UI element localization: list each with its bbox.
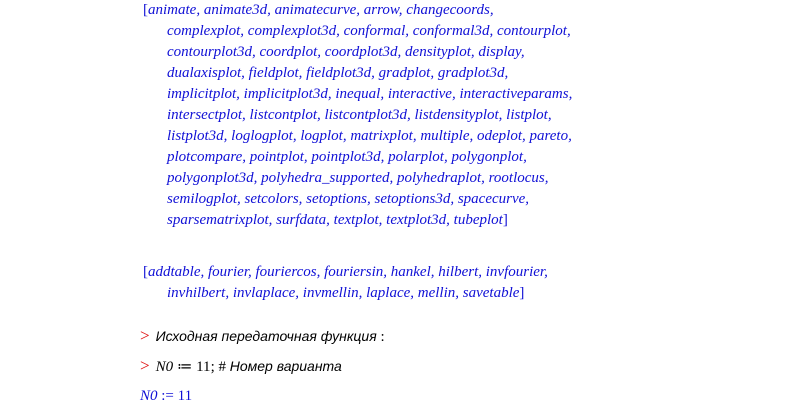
assigned-value: 11	[196, 359, 211, 375]
output-line: semilogplot, setcolors, setoptions, setoptions3d, spacecurve,	[167, 191, 530, 207]
prompt-chevron-icon: >	[140, 326, 150, 345]
prompt-chevron-icon: >	[140, 356, 150, 375]
result-variable: N0	[140, 388, 158, 404]
output-line: listplot3d, loglogplot, logplot, matrixplot, multiple, odeplot, pareto,	[167, 128, 572, 144]
close-bracket: ]	[519, 285, 525, 301]
output-line: polygonplot3d, polyhedra_supported, polyhedraplot, rootlocus,	[167, 170, 549, 186]
assignment-result	[140, 388, 192, 405]
output-line	[143, 283, 548, 304]
variable-name: N0	[155, 359, 174, 375]
result-value: 11	[177, 388, 193, 404]
section-heading-text: Исходная передаточная функция	[155, 328, 377, 344]
output-line-text: invhilbert, invlaplace, invmellin, laplace, mellin, savetable	[167, 285, 520, 301]
open-bracket: [	[143, 264, 148, 280]
output-line: implicitplot, implicitplot3d, inequal, interactive, interactiveparams,	[167, 86, 573, 102]
colon-text: :	[376, 329, 385, 345]
output-line: complexplot, complexplot3d, conformal, conformal3d, contourplot,	[167, 23, 571, 39]
output-line: plotcompare, pointplot, pointplot3d, polarplot, polygonplot,	[167, 149, 527, 165]
comment-separator: ; #	[210, 359, 230, 375]
output-line	[143, 262, 548, 283]
close-bracket: ]	[502, 212, 508, 228]
plots-package-output	[143, 0, 572, 231]
inttrans-package-output	[143, 262, 548, 304]
output-line: intersectplot, listcontplot, listcontplot3d, listdensityplot, listplot,	[167, 107, 552, 123]
output-line-text: sparsematrixplot, surfdata, textplot, textplot3d, tubeplot	[167, 212, 503, 228]
output-line: dualaxisplot, fieldplot, fieldplot3d, gradplot, gradplot3d,	[167, 65, 509, 81]
output-line	[143, 0, 572, 21]
output-line-text: addtable, fourier, fouriercos, fouriersin, hankel, hilbert, invfourier,	[148, 264, 548, 280]
output-line	[143, 210, 572, 231]
text-input-line[interactable]	[140, 326, 385, 346]
open-bracket: [	[143, 2, 148, 18]
assign-operator: ≔	[173, 359, 197, 375]
output-line: contourplot3d, coordplot, coordplot3d, densityplot, display,	[167, 44, 525, 60]
output-line-text: animate, animate3d, animatecurve, arrow, changecoords,	[148, 2, 494, 18]
comment-text: Номер варианта	[229, 358, 342, 374]
math-input-line[interactable]	[140, 356, 342, 376]
result-operator: :=	[157, 388, 178, 404]
